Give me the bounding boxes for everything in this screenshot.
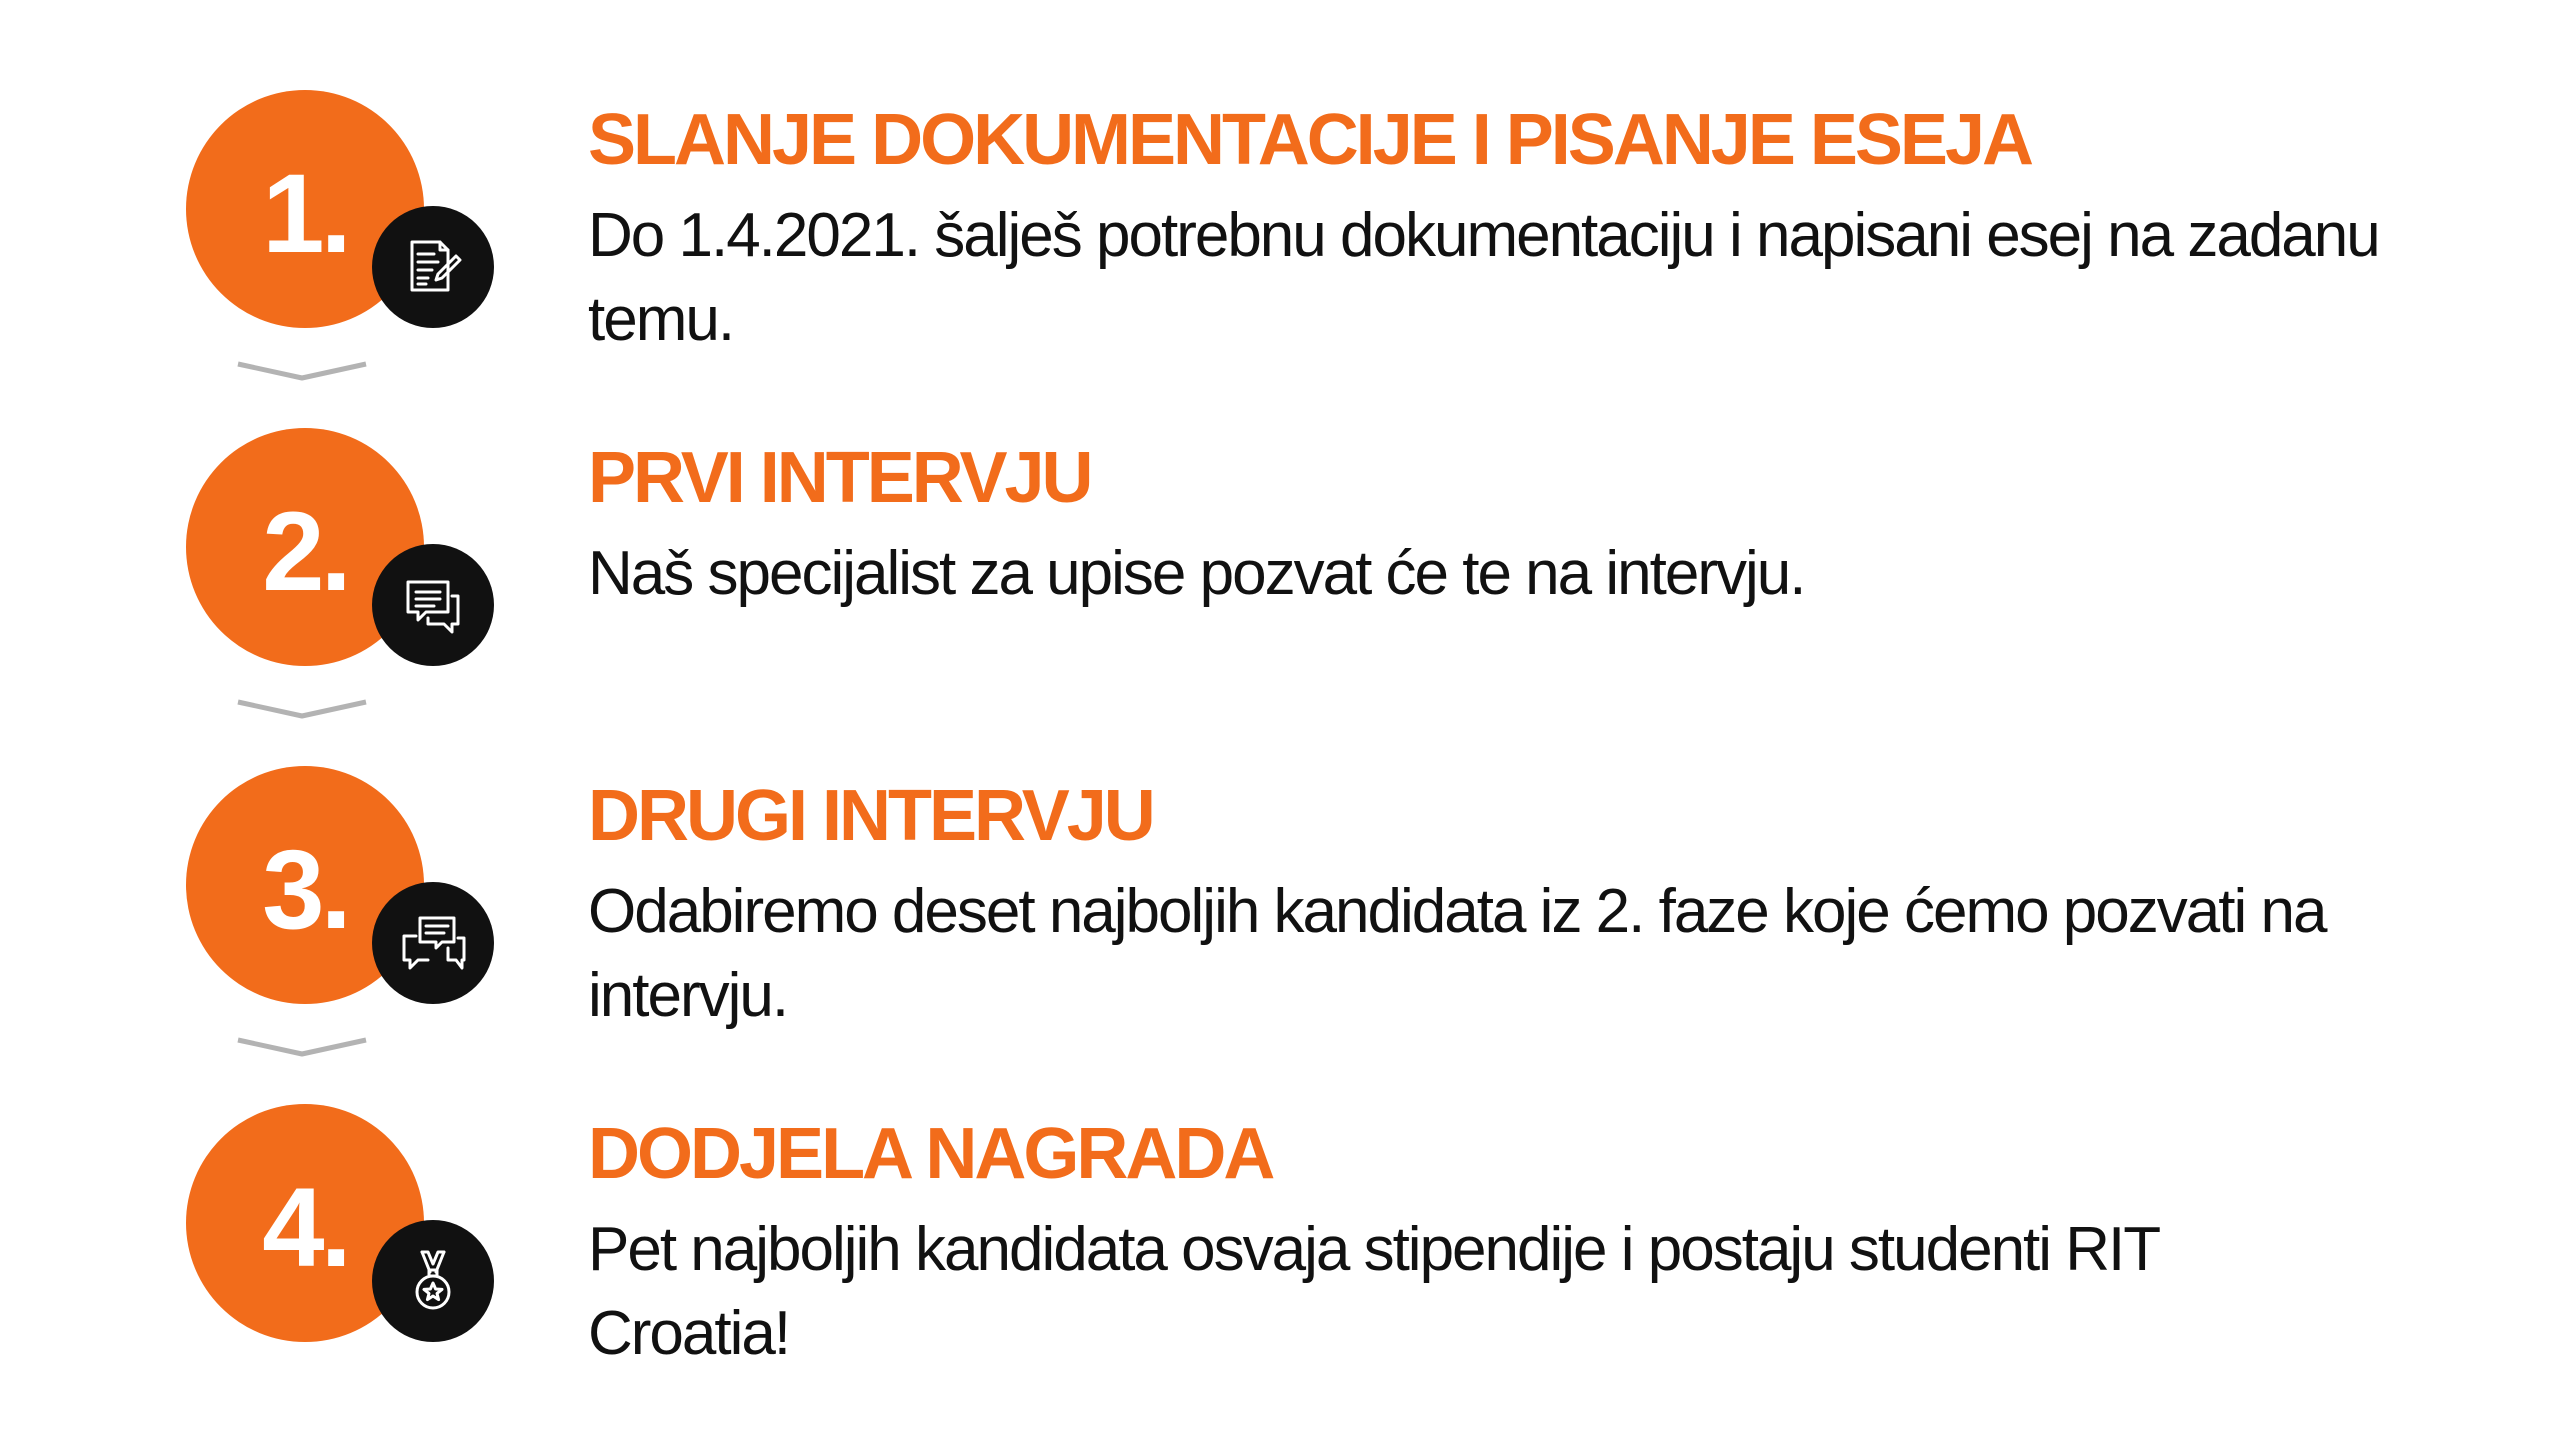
step-number: 2. — [262, 488, 348, 614]
document-edit-icon — [372, 206, 494, 328]
step-title: DODJELA NAGRADA — [588, 1114, 1273, 1194]
step-2 — [0, 428, 2560, 678]
step-title: DRUGI INTERVJU — [588, 776, 1153, 856]
medal-icon — [372, 1220, 494, 1342]
conversation-icon — [372, 882, 494, 1004]
step-number: 1. — [262, 150, 348, 276]
step-3 — [0, 766, 2560, 1030]
connector-chevron — [236, 360, 368, 382]
step-4 — [0, 1104, 2560, 1368]
step-1 — [0, 90, 2560, 354]
step-title: PRVI INTERVJU — [588, 438, 1091, 518]
step-number: 3. — [262, 826, 348, 952]
step-description: Odabiremo deset najboljih kandidata iz 2. faze koje ćemo pozvati na intervju. — [588, 877, 2326, 1030]
step-number: 4. — [262, 1164, 348, 1290]
step-title: SLANJE DOKUMENTACIJE I PISANJE ESEJA — [588, 100, 2031, 180]
step-description: Do 1.4.2021. šalješ potrebnu dokumentaciju i napisani esej na zadanu temu. — [588, 201, 2379, 354]
step-description: Pet najboljih kandidata osvaja stipendije i postaju studenti RIT Croatia! — [588, 1215, 2159, 1368]
chat-icon — [372, 544, 494, 666]
step-description: Naš specijalist za upise pozvat će te na intervju. — [588, 539, 1805, 608]
connector-chevron — [236, 698, 368, 720]
connector-chevron — [236, 1036, 368, 1058]
